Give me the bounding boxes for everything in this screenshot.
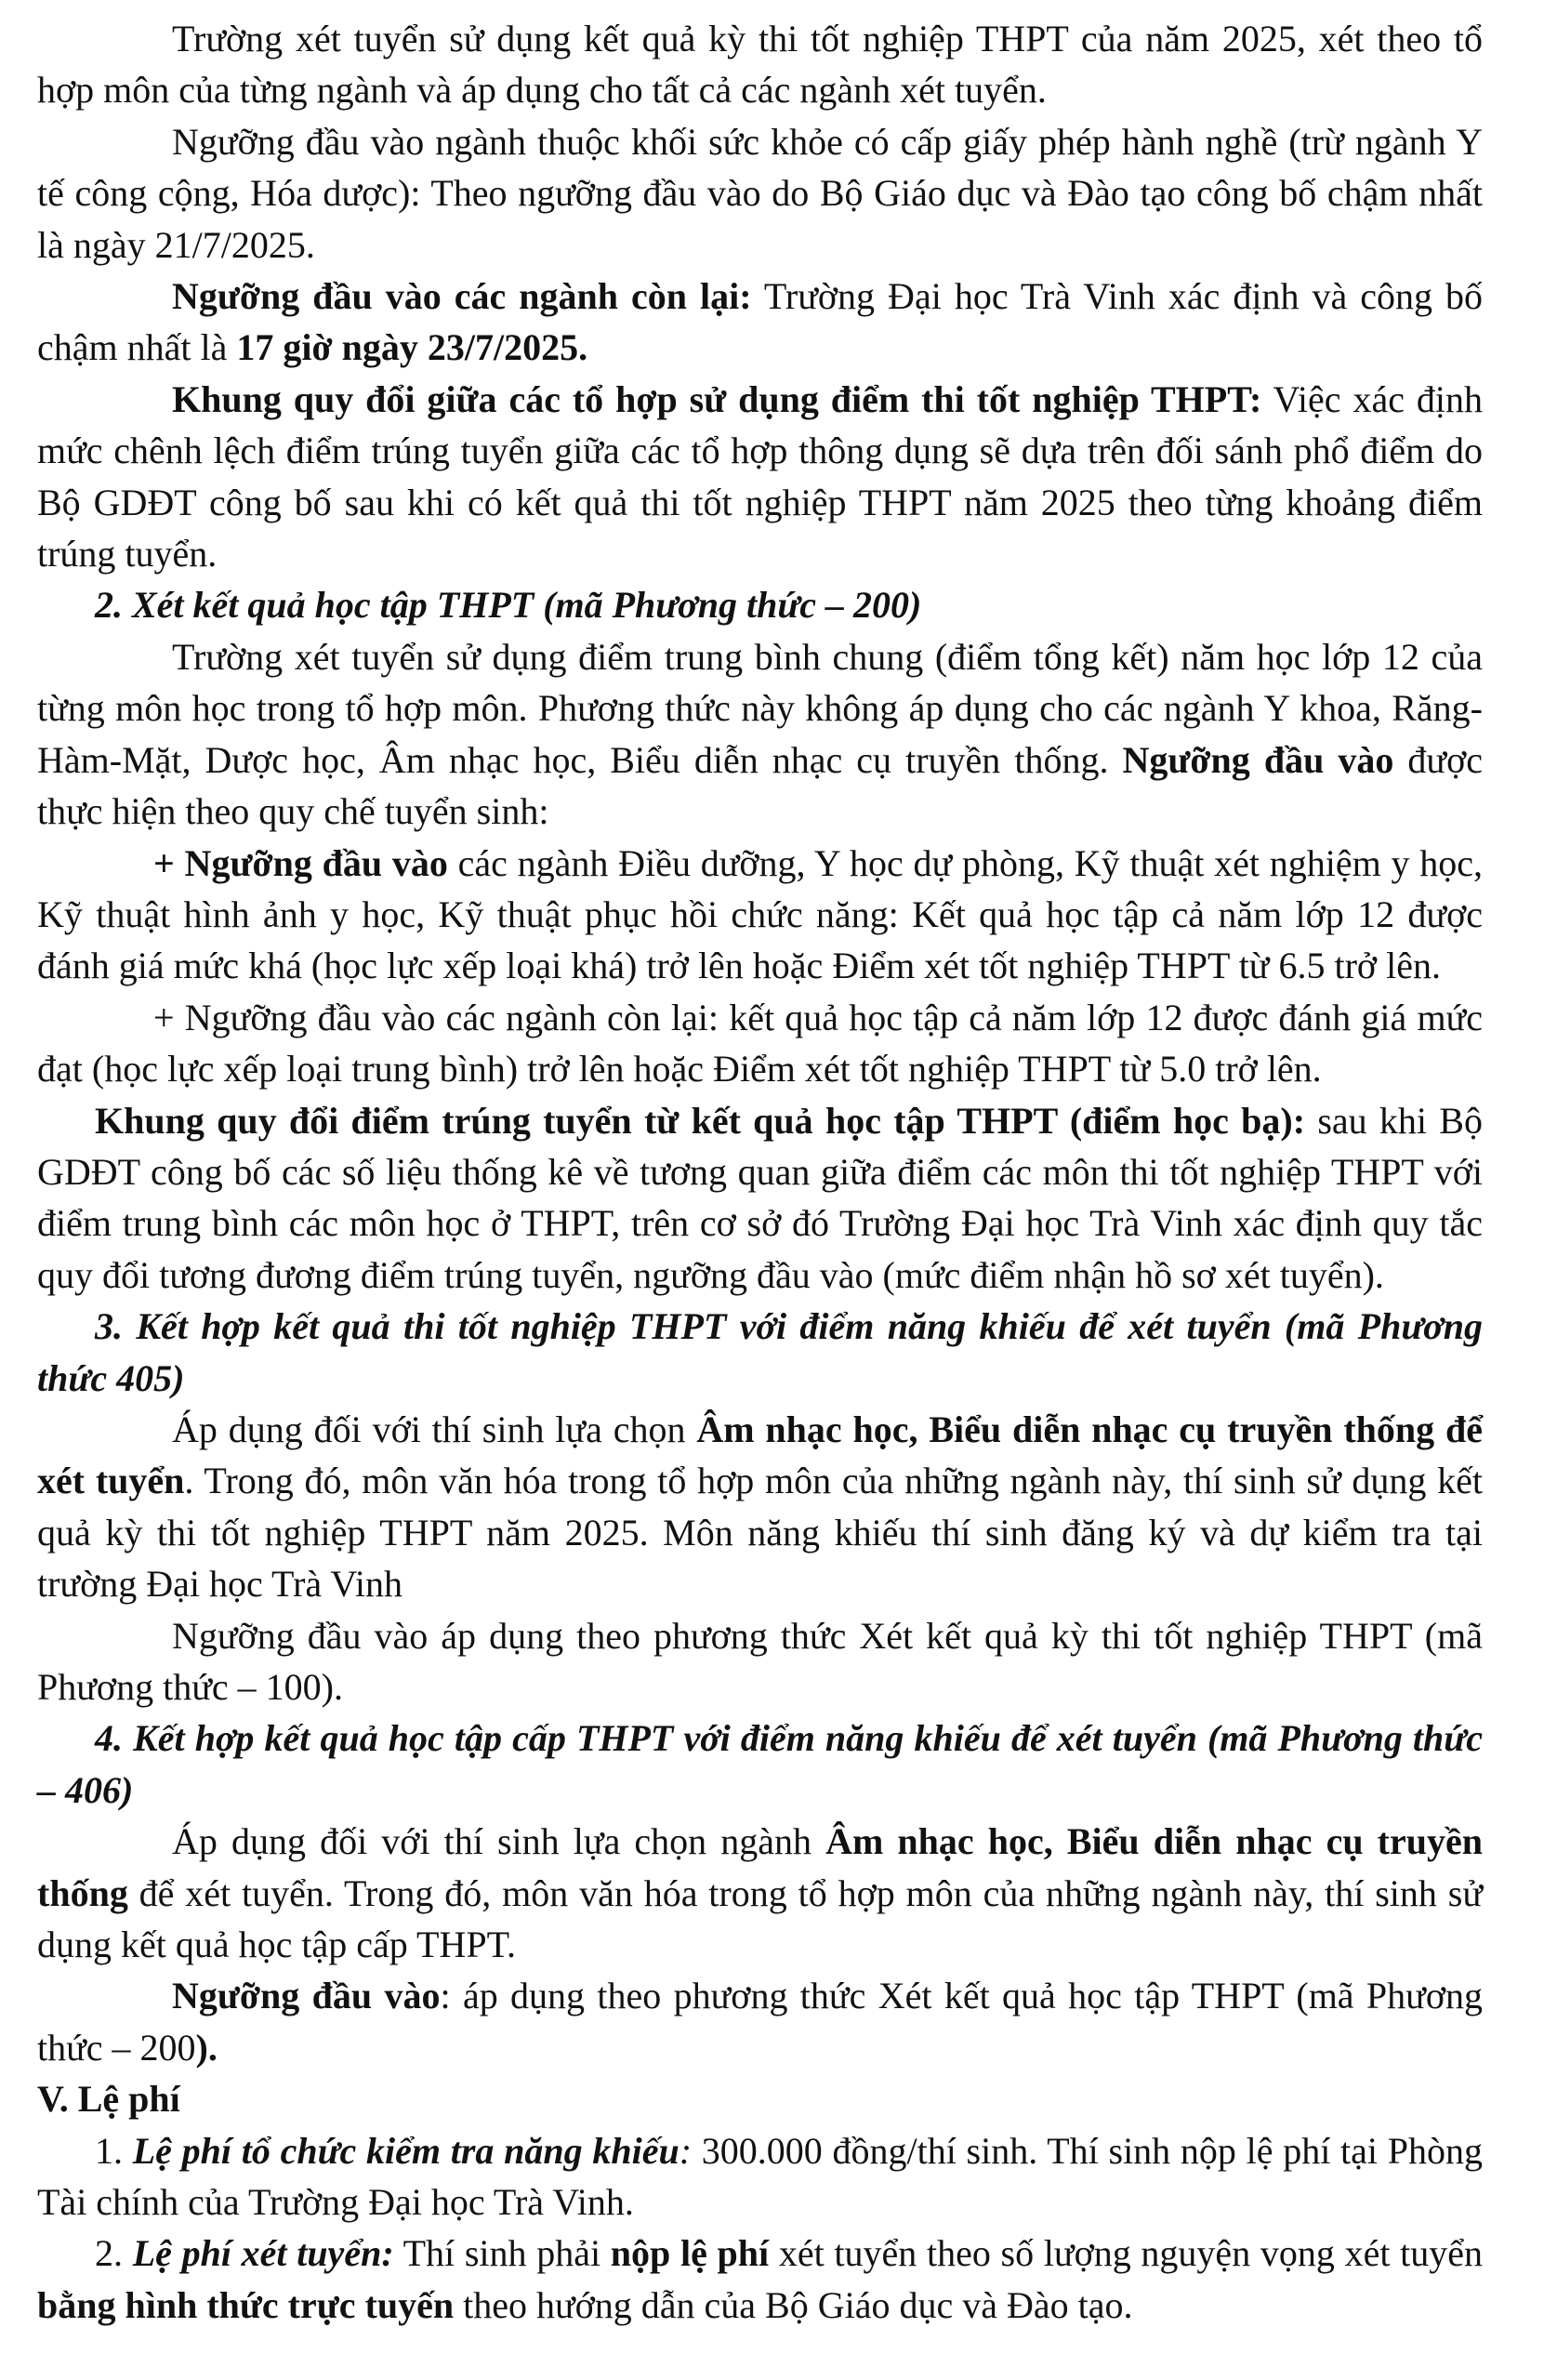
conversion-framework-label: Khung quy đổi giữa các tổ hợp sử dụng điểm thi tốt nghiệp THPT: bbox=[172, 377, 1262, 420]
method-405-majors: Âm nhạc học, Biểu diễn nhạc cụ truyền thống để xét tuyển bbox=[37, 1408, 1483, 1502]
paragraph-method-405-desc bbox=[37, 1404, 1483, 1610]
admission-fee-number: 2. bbox=[95, 2232, 133, 2275]
paragraph-method-406-desc bbox=[37, 1816, 1483, 1970]
admission-fee-text-3: theo hướng dẫn của Bộ Giáo dục và Đào tạo. bbox=[454, 2283, 1133, 2326]
paragraph-transcript-conversion bbox=[37, 1095, 1483, 1302]
paragraph-conversion-framework bbox=[37, 374, 1483, 580]
paragraph-remaining-majors-threshold: + Ngưỡng đầu vào các ngành còn lại: kết quả học tập cả năm lớp 12 được đánh giá mức đạt (học lực xếp loại trung bình) trở lên hoặc Điểm xét tốt nghiệp THPT từ 5.0 trở lên. bbox=[37, 996, 1483, 1091]
document-page bbox=[37, 13, 1483, 2331]
method-406-text-end: để xét tuyển. Trong đó, môn văn hóa trong tổ hợp môn của những ngành này, thí sinh sử dụng kết quả học tập cấp THPT. bbox=[37, 1871, 1483, 1966]
method-200-threshold-label: Ngưỡng đầu vào bbox=[1122, 738, 1394, 781]
threshold-other-label: Ngưỡng đầu vào các ngành còn lại: bbox=[172, 275, 752, 318]
health-majors-threshold-text: các ngành Điều dưỡng, Y học dự phòng, Kỹ thuật xét nghiệm y học, Kỹ thuật hình ảnh y học, Kỹ thuật phục hồi chức năng: Kết quả học tập cả năm lớp 12 được đánh giá mức khá (học lực xếp loại khá) trở lên hoặc Điểm xét tốt nghiệp THPT từ 6.5 trở lên. bbox=[37, 841, 1484, 987]
paragraph-method-405-threshold: Ngưỡng đầu vào áp dụng theo phương thức Xét kết quả kỳ thi tốt nghiệp THPT (mã Phương thức – 100). bbox=[37, 1614, 1483, 1708]
paragraph-admission-fee bbox=[37, 2228, 1483, 2331]
aptitude-fee-label: Lệ phí tổ chức kiểm tra năng khiếu bbox=[132, 2129, 680, 2172]
admission-fee-label: Lệ phí xét tuyển: bbox=[132, 2232, 394, 2275]
transcript-conversion-text: sau khi Bộ GDĐT công bố các số liệu thống kê về tương quan giữa điểm các môn thi tốt nghiệp THPT với điểm trung bình các môn học ở THPT, trên cơ sở đó Trường Đại học Trà Vinh xác định quy tắc quy đổi tương đương điểm trúng tuyển, ngưỡng đầu vào (mức điểm nhận hồ sơ xét tuyển). bbox=[37, 1099, 1483, 1296]
admission-fee-online: bằng hình thức trực tuyến bbox=[37, 2283, 455, 2326]
method-405-text-end: . Trong đó, môn văn hóa trong tổ hợp môn của những ngành này, thí sinh sử dụng kết quả kỳ thi tốt nghiệp THPT năm 2025. Môn năng khiếu thí sinh đăng ký và dự kiểm tra tại trường Đại học Trà Vinh bbox=[37, 1460, 1483, 1606]
paragraph-health-threshold: Ngưỡng đầu vào ngành thuộc khối sức khỏe có cấp giấy phép hành nghề (trừ ngành Y tế công cộng, Hóa dược): Theo ngưỡng đầu vào do Bộ Giáo dục và Đào tạo công bố chậm nhất là ngày 21/7/2025. bbox=[37, 120, 1483, 266]
method-406-threshold-label: Ngưỡng đầu vào bbox=[172, 1975, 441, 2017]
aptitude-fee-text: 300.000 đồng/thí sinh. Thí sinh nộp lệ phí tại Phòng Tài chính của Trường Đại học Trà Vinh. bbox=[37, 2129, 1484, 2224]
heading-method-405: 3. Kết hợp kết quả thi tốt nghiệp THPT với điểm năng khiếu để xét tuyển (mã Phương thức 405) bbox=[37, 1305, 1483, 1399]
transcript-conversion-label: Khung quy đổi điểm trúng tuyển từ kết quả học tập THPT (điểm học bạ): bbox=[95, 1099, 1306, 1142]
heading-fees: V. Lệ phí bbox=[37, 2078, 180, 2121]
admission-fee-text: Thí sinh phải bbox=[393, 2232, 611, 2275]
aptitude-fee-colon: : bbox=[679, 2129, 693, 2172]
method-200-text-end: được thực hiện theo quy chế tuyển sinh: bbox=[37, 738, 1484, 833]
paragraph-aptitude-fee bbox=[37, 2125, 1483, 2228]
admission-fee-pay: nộp lệ phí bbox=[610, 2232, 770, 2275]
admission-fee-text-2: xét tuyển theo số lượng nguyện vọng xét tuyển bbox=[769, 2232, 1484, 2275]
threshold-other-text: Trường Đại học Trà Vinh xác định và công bố chậm nhất là bbox=[37, 275, 1483, 369]
method-200-text: Trường xét tuyển sử dụng điểm trung bình chung (điểm tổng kết) năm học lớp 12 của từng môn học trong tổ hợp môn. Phương thức này không áp dụng cho các ngành Y khoa, Răng-Hàm-Mặt, Dược học, Âm nhạc học, Biểu diễn nhạc cụ truyền thống. bbox=[37, 635, 1483, 781]
heading-method-200: 2. Xét kết quả học tập THPT (mã Phương thức – 200) bbox=[95, 584, 922, 627]
health-majors-threshold-label: + Ngưỡng đầu vào bbox=[153, 841, 448, 884]
paragraph-method-200-desc bbox=[37, 631, 1483, 838]
paragraph-method-406-threshold bbox=[37, 1970, 1483, 2073]
heading-method-406: 4. Kết hợp kết quả học tập cấp THPT với điểm năng khiếu để xét tuyển (mã Phương thức – 406) bbox=[37, 1717, 1483, 1811]
threshold-other-deadline: 17 giờ ngày 23/7/2025. bbox=[236, 326, 588, 369]
method-406-majors: Âm nhạc học, Biểu diễn nhạc cụ truyền thống bbox=[37, 1820, 1483, 1914]
paragraph-thpt-exam-scope: Trường xét tuyển sử dụng kết quả kỳ thi tốt nghiệp THPT của năm 2025, xét theo tổ hợp môn của từng ngành và áp dụng cho tất cả các ngành xét tuyển. bbox=[37, 18, 1483, 112]
method-406-text: Áp dụng đối với thí sinh lựa chọn ngành bbox=[172, 1820, 826, 1863]
method-406-threshold-end: ). bbox=[195, 2026, 218, 2069]
method-405-text: Áp dụng đối với thí sinh lựa chọn bbox=[172, 1408, 697, 1450]
aptitude-fee-number: 1. bbox=[95, 2129, 133, 2172]
paragraph-health-majors-threshold bbox=[37, 838, 1483, 992]
conversion-framework-text: Việc xác định mức chênh lệch điểm trúng tuyển giữa các tổ hợp thông dụng sẽ dựa trên đối sánh phổ điểm do Bộ GDĐT công bố sau khi có kết quả thi tốt nghiệp THPT năm 2025 theo từng khoảng điểm trúng tuyển. bbox=[37, 377, 1483, 575]
method-406-threshold-text: : áp dụng theo phương thức Xét kết quả học tập THPT (mã Phương thức – 200 bbox=[37, 1975, 1483, 2069]
paragraph-other-threshold bbox=[37, 271, 1483, 374]
